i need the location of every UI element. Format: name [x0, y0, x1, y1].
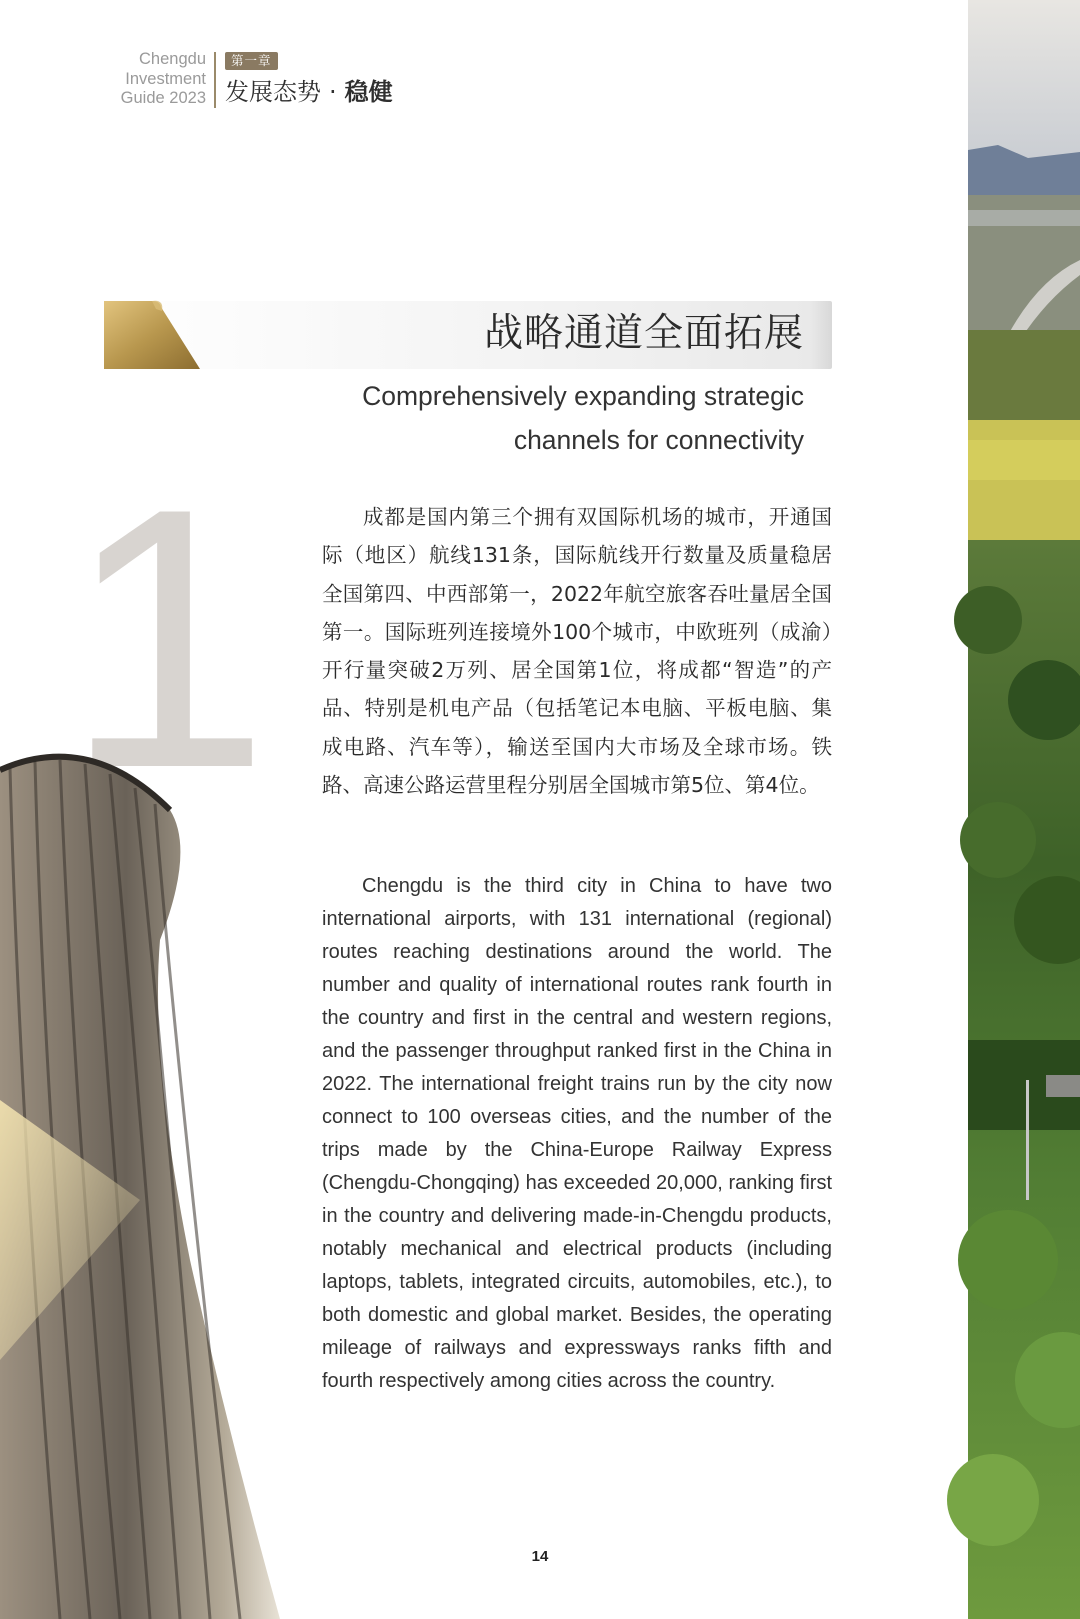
- section-title: 战略通道全面拓展: [483, 311, 804, 356]
- chapter-title-main: 发展态势: [225, 78, 321, 106]
- page-number: 14: [531, 1548, 549, 1565]
- body-text-chinese: 成都是国内第三个拥有双国际机场的城市，开通国际（地区）航线131条，国际航线开行数量及质量稳居全国第四、中西部第一，2022年航空旅客吞吐量居全国第一。国际班列连接境外100个城市，中欧班列（成渝）开行量突破2万列、居全国第1位，将成都“智造”的产品、特别是机电产品（包括笔记本电脑、平板电脑、集成电路、汽车等），输送至国内大市场及全球市场。铁路、高速公路运营里程分别居全国城市第5位、第4位。: [322, 505, 832, 798]
- section-number: [64, 432, 270, 845]
- section-subtitle: [300, 374, 804, 462]
- brand-line-2: Investment: [125, 69, 206, 88]
- brand-logo-text: [100, 50, 206, 109]
- landscape-photo: [968, 0, 1080, 1619]
- chapter-title-separator: ·: [329, 78, 337, 106]
- chapter-title-emphasis: 稳健: [344, 78, 393, 106]
- body-text-english: Chengdu is the third city in China to have two international airports, with 131 international (regional) routes reaching destinations around the world. The number and quality of international routes rank fourth in the country and first in the central and western regions, and the passenger throughput ranked first in the China in 2022. The international freight trains run by the city now connect to 100 overseas cities, and the number of the trips made by the China-Europe Railway Express (Chengdu-Chongqing) has exceeded 20,000, ranking first in the country and delivering made-in-Chengdu products, notably mechanical and electrical products (including laptops, tablets, integrated circuits, automobiles, etc.), to both domestic and global market. Besides, the operating mileage of railways and expressways ranks fifth and fourth respectively among cities across the country.: [322, 875, 832, 1392]
- chapter-badge: 第一章: [225, 52, 278, 70]
- section-subtitle-line-1: Comprehensively expanding strategic: [362, 381, 804, 411]
- section-subtitle-line-2: channels for connectivity: [513, 425, 804, 455]
- brand-line-3: Guide 2023: [120, 89, 206, 107]
- chapter-title: [225, 76, 393, 108]
- brand-line-1: Chengdu: [139, 50, 206, 68]
- section-number-text: 1: [64, 432, 270, 845]
- header-divider: [214, 52, 216, 108]
- tower-photo: [0, 740, 380, 1619]
- gold-ribbon-decoration: [104, 297, 204, 373]
